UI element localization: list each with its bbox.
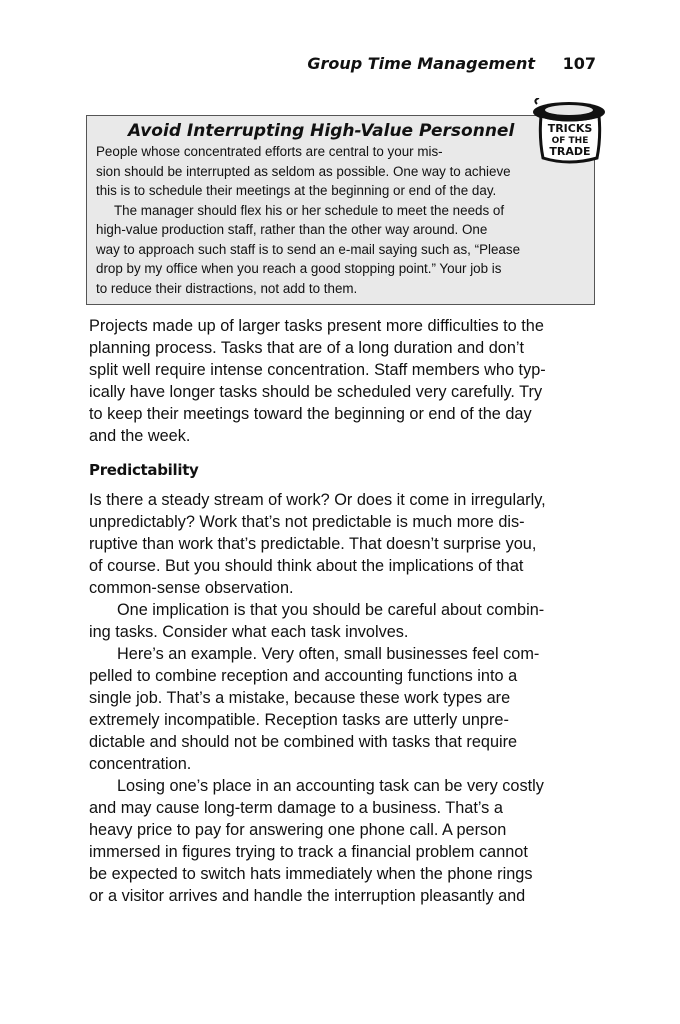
text-line: drop by my office when you reach a good stopping point.” Your job is: [96, 261, 502, 276]
text-line: heavy price to pay for answering one phone call. A person: [89, 821, 507, 839]
paragraph: [89, 775, 599, 907]
text-line: sion should be interrupted as seldom as possible. One way to achieve: [96, 163, 511, 179]
badge-line-2: OF THE: [551, 136, 589, 146]
text-line: Here’s an example. Very often, small businesses feel com-: [117, 645, 540, 663]
text-line: People whose concentrated efforts are central to your mis-: [96, 144, 443, 159]
running-header: [307, 54, 596, 73]
text-line: extremely incompatible. Reception tasks are utterly unpre-: [89, 711, 509, 729]
text-line: The manager should flex his or her schedule to meet the needs of: [114, 202, 505, 218]
text-line: concentration.: [89, 755, 192, 773]
text-line: One implication is that you should be careful about combin-: [117, 601, 545, 619]
text-line: ically have longer tasks should be scheduled very carefully. Try: [89, 383, 543, 401]
badge-line-1: TRICKS: [547, 122, 593, 135]
intro-paragraph: [89, 315, 599, 447]
text-line: Projects made up of larger tasks present more difficulties to the: [89, 317, 544, 335]
text-line: Is there a steady stream of work? Or does it come in irregularly,: [89, 491, 546, 509]
text-line: split well require intense concentration. Staff members who typ-: [89, 361, 546, 379]
paragraph: [89, 489, 599, 599]
paragraph: [89, 599, 599, 643]
text-line: unpredictably? Work that’s not predictable is much more dis-: [89, 513, 525, 531]
text-line: and may cause long-term damage to a business. That’s a: [89, 799, 503, 817]
text-line: high-value production staff, rather than the other way around. One: [96, 222, 488, 237]
text-line: be expected to switch hats immediately when the phone rings: [89, 865, 533, 883]
main-text: [89, 315, 599, 907]
running-title: Group Time Management: [307, 54, 536, 73]
sidebar-paragraph: [96, 201, 584, 299]
text-line: and the week.: [89, 427, 191, 445]
text-line: to reduce their distractions, not add to them.: [96, 280, 358, 296]
text-line: pelled to combine reception and accounting functions into a: [89, 667, 518, 685]
text-line: ruptive than work that’s predictable. That doesn’t surprise you,: [89, 535, 537, 553]
text-line: of course. But you should think about the implications of that: [89, 557, 524, 575]
text-line: to keep their meetings toward the beginning or end of the day: [89, 405, 532, 423]
text-line: this is to schedule their meetings at the beginning or end of the day.: [96, 183, 497, 198]
text-line: dictable and should not be combined with tasks that require: [89, 733, 518, 751]
section-heading: Predictability: [89, 461, 199, 479]
sidebar-paragraph: [96, 142, 584, 201]
text-line: planning process. Tasks that are of a long duration and don’t: [89, 339, 525, 357]
badge-line-3: TRADE: [549, 145, 591, 158]
text-line: or a visitor arrives and handle the interruption pleasantly and: [89, 887, 526, 905]
tricks-of-the-trade-hat-icon: [531, 98, 611, 166]
text-line: Losing one’s place in an accounting task can be very costly: [117, 777, 544, 795]
tip-sidebar: [86, 115, 595, 305]
sidebar-title: Avoid Interrupting High-Value Personnel: [128, 121, 515, 141]
text-line: immersed in figures trying to track a financial problem cannot: [89, 843, 528, 861]
page-number: 107: [562, 54, 596, 73]
text-line: single job. That’s a mistake, because these work types are: [89, 689, 511, 707]
text-line: common-sense observation.: [89, 579, 294, 597]
text-line: ing tasks. Consider what each task involves.: [89, 623, 409, 641]
text-line: way to approach such staff is to send an e-mail saying such as, “Please: [96, 241, 521, 257]
paragraph: [89, 643, 599, 775]
